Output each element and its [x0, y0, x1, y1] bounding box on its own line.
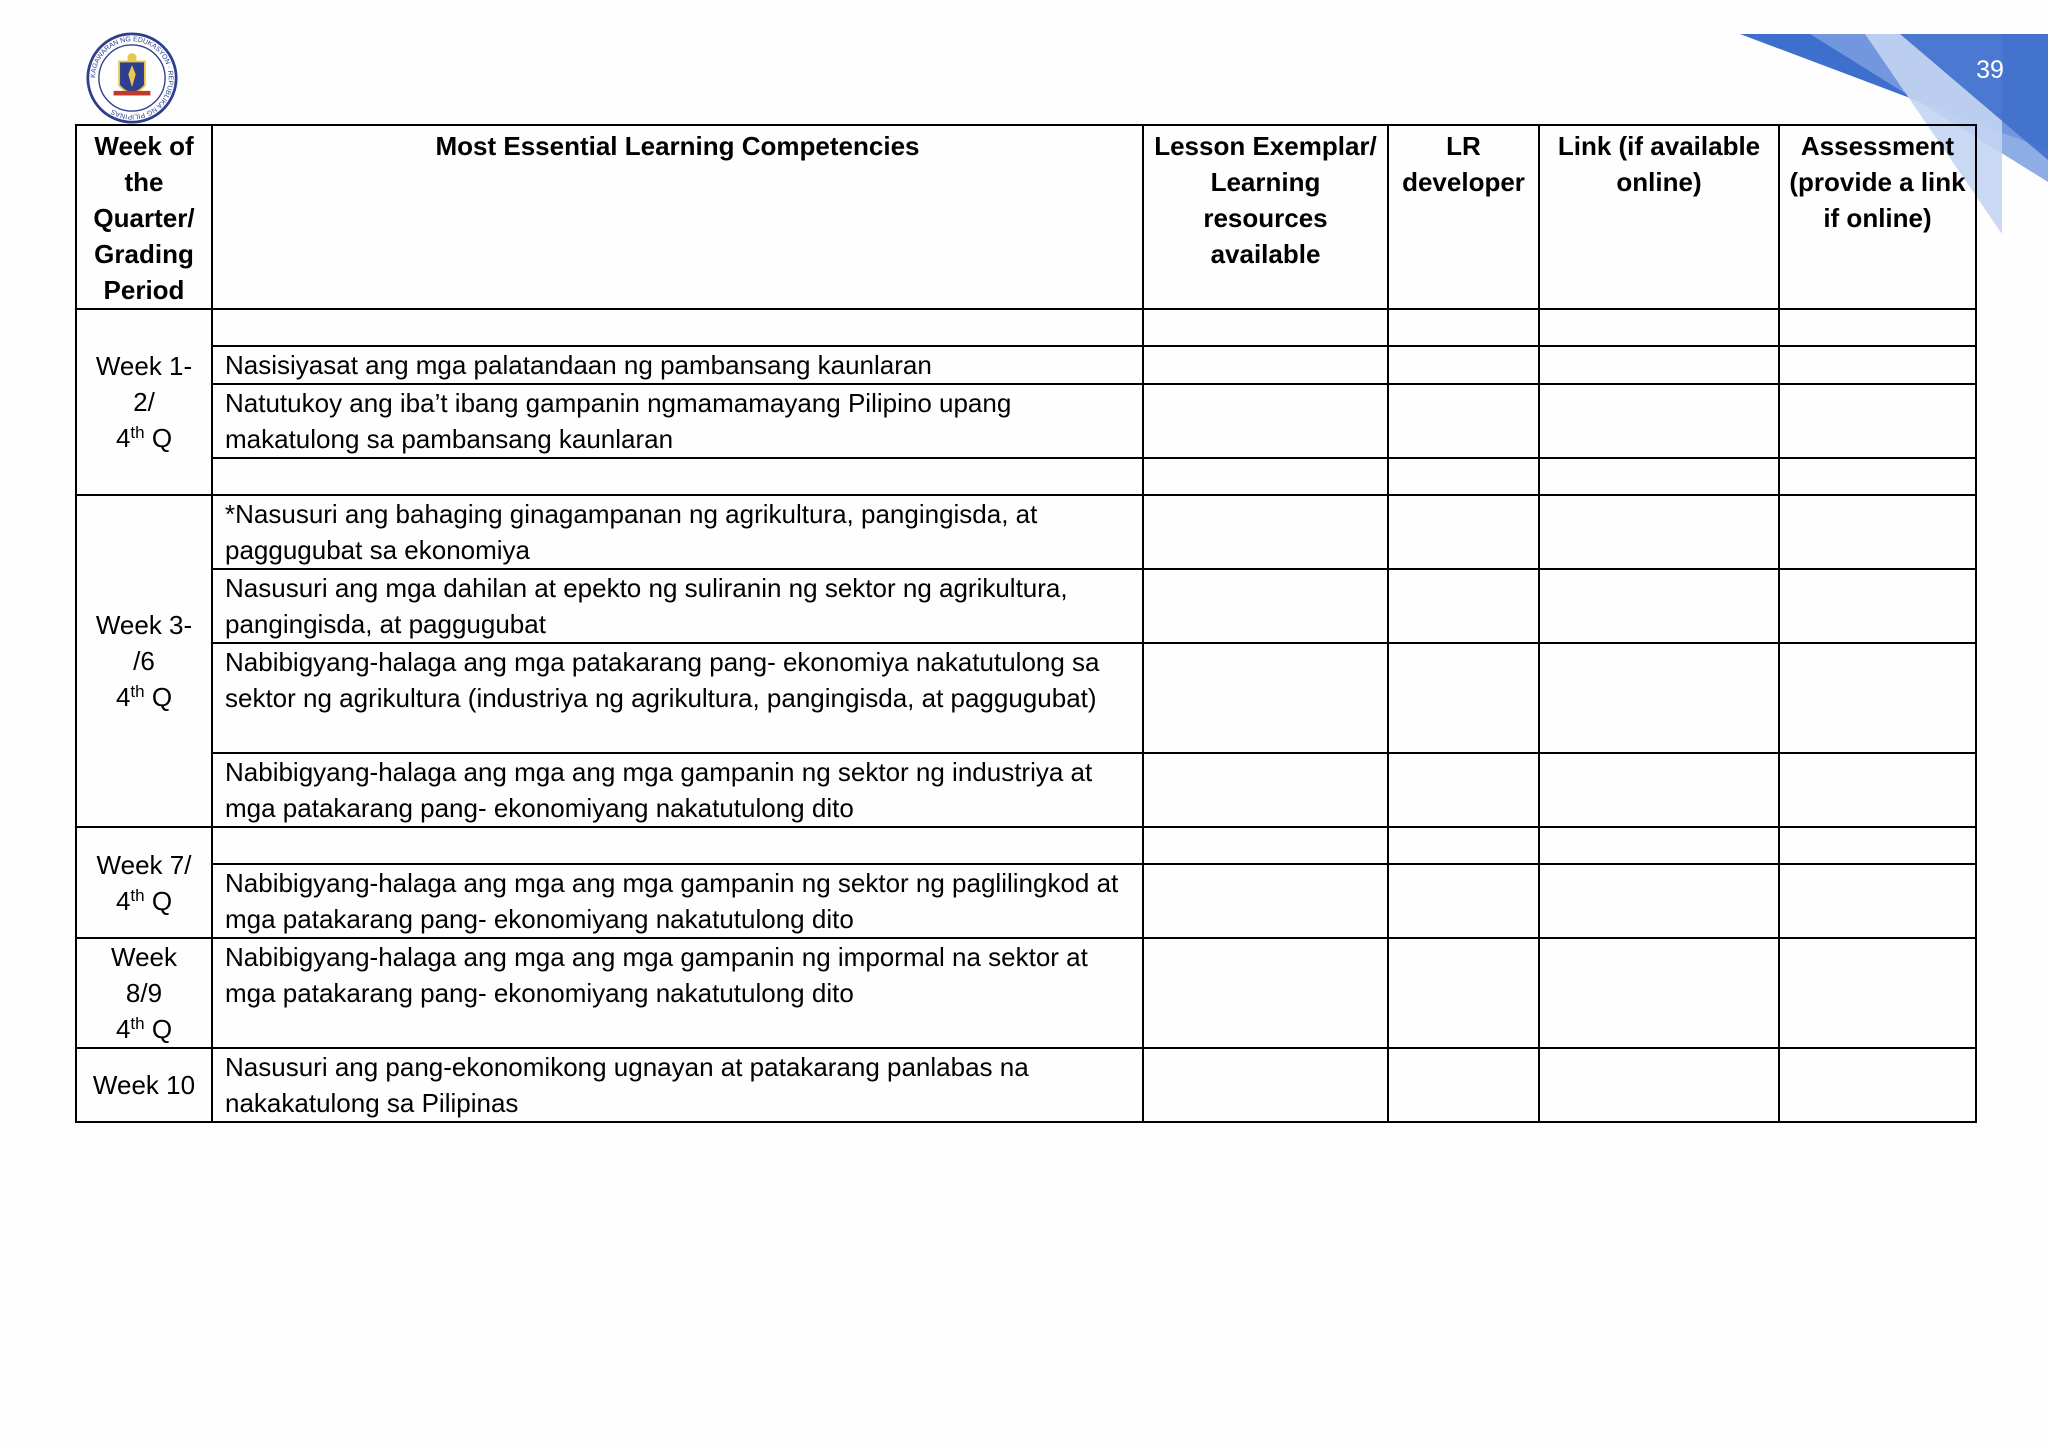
week-cell — [76, 495, 212, 827]
deped-seal-icon — [86, 32, 178, 124]
lesson-exemplar-cell — [1143, 346, 1388, 384]
link-cell — [1539, 938, 1779, 1048]
quarter-suffix: Q — [144, 423, 173, 453]
link-cell — [1539, 643, 1779, 753]
empty-competency-cell — [212, 458, 1143, 495]
assessment-cell — [1779, 753, 1976, 827]
table-header-row — [76, 125, 1976, 309]
quarter-suffix: Q — [144, 885, 173, 916]
week-label: Week 3- — [95, 610, 193, 640]
week-label: Week 7/ — [96, 849, 192, 880]
seal-ring-text: KAGAWARAN NG EDUKASYON · REPUBLIKA NG PILIPINAS — [90, 36, 174, 120]
table-row — [76, 827, 1976, 864]
link-cell — [1539, 827, 1779, 864]
assessment-cell — [1779, 864, 1976, 938]
week-label: Week 1- — [95, 351, 193, 381]
competency-cell: Natutukoy ang iba’t ibang gampanin ngmamamayang Pilipino upang makatulong sa pambansang kaunlaran — [212, 384, 1143, 458]
lr-developer-cell — [1388, 938, 1539, 1048]
link-cell — [1539, 384, 1779, 458]
assessment-cell — [1779, 458, 1976, 495]
quarter-number: 4 — [115, 1014, 131, 1044]
lesson-exemplar-cell — [1143, 309, 1388, 346]
week-range: 8/9 — [125, 978, 163, 1008]
competency-cell: *Nasusuri ang bahaging ginagampanan ng agrikultura, pangingisda, at paggugubat sa ekonomiya — [212, 495, 1143, 569]
assessment-cell — [1779, 938, 1976, 1048]
quarter-suffix: Q — [144, 1014, 173, 1044]
table-row — [76, 569, 1976, 643]
table-row — [76, 938, 1976, 1048]
link-cell — [1539, 1048, 1779, 1122]
lr-developer-cell — [1388, 569, 1539, 643]
lr-developer-cell — [1388, 753, 1539, 827]
link-cell — [1539, 458, 1779, 495]
table-row — [76, 864, 1976, 938]
assessment-cell — [1779, 384, 1976, 458]
competency-cell: Nabibigyang-halaga ang mga ang mga gampanin ng impormal na sektor at mga patakarang pang- ekonomiyang nakatutulong dito — [212, 938, 1143, 1048]
quarter-label — [81, 679, 207, 715]
lr-developer-cell — [1388, 864, 1539, 938]
page-number: 39 — [1976, 56, 2004, 84]
competencies-table — [75, 124, 1977, 1123]
table-row — [76, 346, 1976, 384]
assessment-cell — [1779, 643, 1976, 753]
assessment-cell — [1779, 346, 1976, 384]
lr-developer-cell — [1388, 458, 1539, 495]
table-row — [76, 1048, 1976, 1122]
header-competencies: Most Essential Learning Competencies — [212, 125, 1143, 309]
lr-developer-cell — [1388, 495, 1539, 569]
lesson-exemplar-cell — [1143, 458, 1388, 495]
lr-developer-cell — [1388, 346, 1539, 384]
assessment-cell — [1779, 1048, 1976, 1122]
lr-developer-cell — [1388, 827, 1539, 864]
week-label: Week 10 — [92, 1070, 196, 1100]
lesson-exemplar-cell — [1143, 1048, 1388, 1122]
assessment-cell — [1779, 495, 1976, 569]
link-cell — [1539, 569, 1779, 643]
lr-developer-cell — [1388, 643, 1539, 753]
quarter-suffix: Q — [144, 682, 173, 712]
competency-cell: Nasisiyasat ang mga palatandaan ng pambansang kaunlaran — [212, 346, 1143, 384]
competency-cell: Nasusuri ang mga dahilan at epekto ng suliranin ng sektor ng agrikultura, pangingisda, at paggugubat — [212, 569, 1143, 643]
quarter-number: 4 — [115, 682, 131, 712]
competency-cell: Nabibigyang-halaga ang mga ang mga gampanin ng sektor ng paglilingkod at mga patakarang pang- ekonomiyang nakatutulong dito — [212, 864, 1143, 938]
lr-developer-cell — [1388, 384, 1539, 458]
quarter-label — [81, 420, 207, 456]
lesson-exemplar-cell — [1143, 384, 1388, 458]
competency-cell: Nabibigyang-halaga ang mga patakarang pang- ekonomiya nakatutulong sa sektor ng agrikultura (industriya ng agrikultura, pangingisda, at paggugubat) — [212, 643, 1143, 753]
header-week: Week of the Quarter/ Grading Period — [76, 125, 212, 309]
lesson-exemplar-cell — [1143, 864, 1388, 938]
quarter-ordinal: th — [130, 1014, 145, 1033]
header-lesson-exemplar: Lesson Exemplar/ Learning resources available — [1143, 125, 1388, 309]
table-row — [76, 495, 1976, 569]
quarter-ordinal: th — [130, 423, 145, 442]
table-row — [76, 384, 1976, 458]
week-range: /6 — [133, 646, 155, 676]
lesson-exemplar-cell — [1143, 495, 1388, 569]
competency-cell: Nasusuri ang pang-ekonomikong ugnayan at patakarang panlabas na nakakatulong sa Pilipinas — [212, 1048, 1143, 1122]
quarter-ordinal: th — [130, 885, 145, 905]
table-row — [76, 643, 1976, 753]
header-assessment: Assessment (provide a link if online) — [1779, 125, 1976, 309]
lr-developer-cell — [1388, 1048, 1539, 1122]
lesson-exemplar-cell — [1143, 569, 1388, 643]
table-row — [76, 753, 1976, 827]
header-lr-developer: LR developer — [1388, 125, 1539, 309]
week-cell — [76, 1048, 212, 1122]
assessment-cell — [1779, 827, 1976, 864]
quarter-label — [81, 883, 207, 919]
assessment-cell — [1779, 309, 1976, 346]
table-row — [76, 309, 1976, 346]
quarter-label — [81, 1011, 207, 1047]
quarter-number: 4 — [115, 423, 131, 453]
header-link: Link (if available online) — [1539, 125, 1779, 309]
week-cell — [76, 827, 212, 938]
lesson-exemplar-cell — [1143, 938, 1388, 1048]
link-cell — [1539, 753, 1779, 827]
week-cell — [76, 938, 212, 1048]
link-cell — [1539, 346, 1779, 384]
link-cell — [1539, 495, 1779, 569]
lesson-exemplar-cell — [1143, 753, 1388, 827]
week-label: Week — [111, 942, 177, 972]
lesson-exemplar-cell — [1143, 643, 1388, 753]
quarter-number: 4 — [115, 885, 131, 916]
empty-competency-cell — [212, 827, 1143, 864]
assessment-cell — [1779, 569, 1976, 643]
empty-competency-cell — [212, 309, 1143, 346]
competency-cell: Nabibigyang-halaga ang mga ang mga gampanin ng sektor ng industriya at mga patakarang pang- ekonomiyang nakatutulong dito — [212, 753, 1143, 827]
table-row — [76, 458, 1976, 495]
link-cell — [1539, 864, 1779, 938]
week-range: 2/ — [133, 387, 155, 417]
week-cell — [76, 309, 212, 495]
lesson-exemplar-cell — [1143, 827, 1388, 864]
quarter-ordinal: th — [130, 682, 145, 701]
lr-developer-cell — [1388, 309, 1539, 346]
link-cell — [1539, 309, 1779, 346]
